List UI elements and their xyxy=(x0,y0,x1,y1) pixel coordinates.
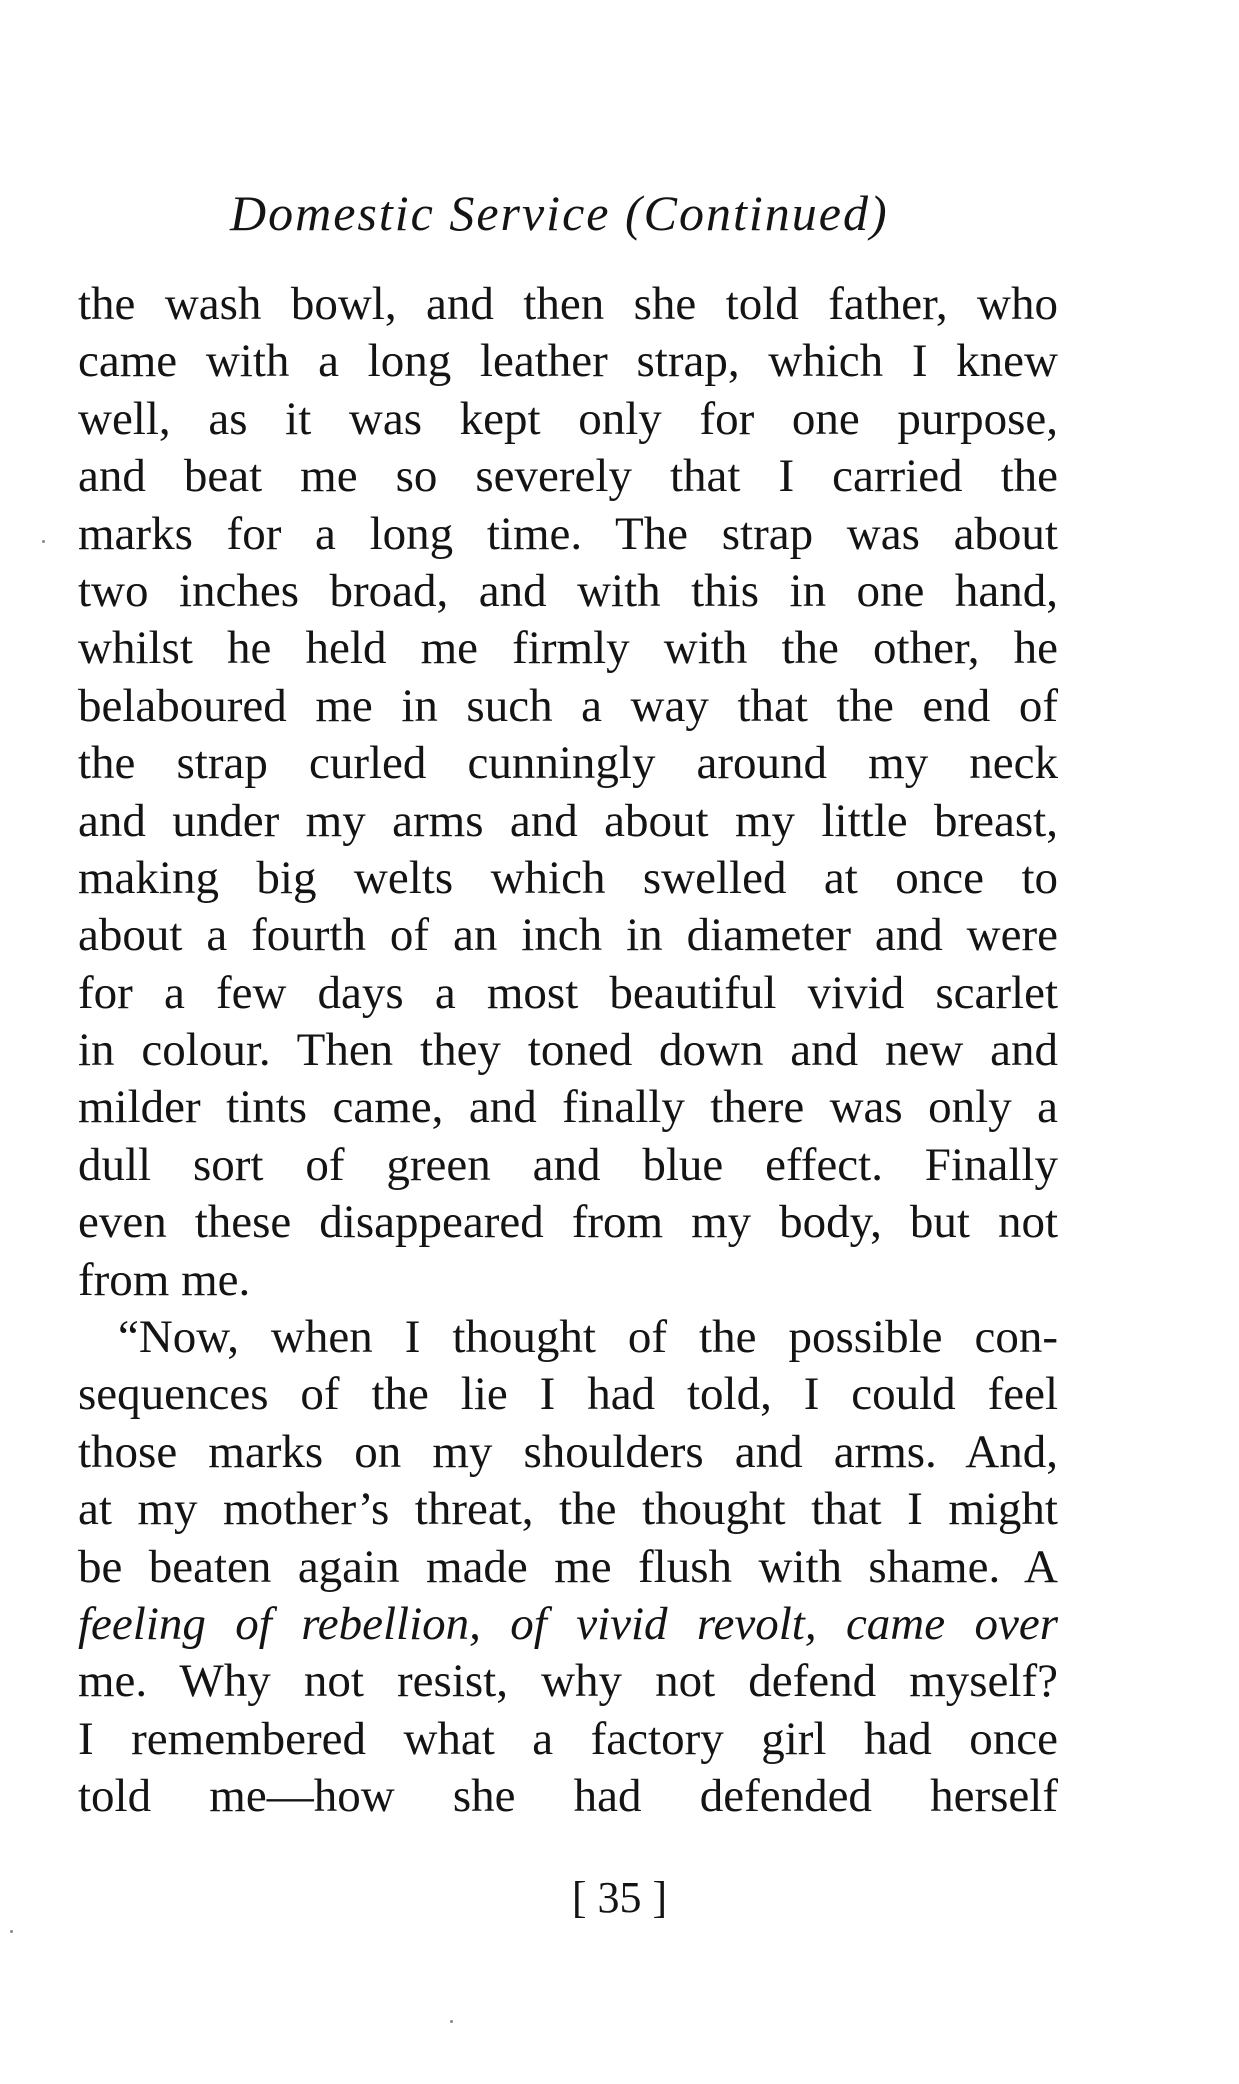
text-line: me. Why not resist, why not defend myself? xyxy=(78,1655,1058,1708)
text-line: be beaten again made me flush with shame. A xyxy=(78,1540,1058,1593)
text-line: came with a long leather strap, which I knew xyxy=(78,335,1058,388)
page-number: [ 35 ] xyxy=(571,1873,668,1922)
text-line: told me—how she had defended herself xyxy=(78,1770,1058,1823)
text-line: marks for a long time. The strap was about xyxy=(78,507,1058,560)
text-line-paragraph-start: “Now, when I thought of the possible con- xyxy=(118,1311,1058,1364)
text-line: milder tints came, and finally there was only a xyxy=(78,1081,1058,1134)
text-line: feeling of rebellion, of vivid revolt, came over xyxy=(78,1597,1058,1650)
text-line: well, as it was kept only for one purpose, xyxy=(78,392,1058,445)
text-line: those marks on my shoulders and arms. And, xyxy=(78,1425,1058,1478)
text-line: dull sort of green and blue effect. Finally xyxy=(78,1138,1058,1191)
running-head: Domestic Service (Continued) xyxy=(230,185,889,241)
text-line: the wash bowl, and then she told father, who xyxy=(78,278,1058,330)
text-line: and beat me so severely that I carried the xyxy=(78,450,1058,503)
text-line: making big welts which swelled at once to xyxy=(78,851,1058,904)
text-line: whilst he held me firmly with the other, he xyxy=(78,622,1058,675)
text-line: two inches broad, and with this in one hand, xyxy=(78,564,1058,617)
text-line-paragraph-end: from me. xyxy=(78,1253,251,1306)
text-line: in colour. Then they toned down and new and xyxy=(78,1024,1058,1077)
text-line: belaboured me in such a way that the end of xyxy=(78,679,1058,732)
body-text xyxy=(78,276,1058,1826)
text-line: about a fourth of an inch in diameter and were xyxy=(78,909,1058,962)
text-line: and under my arms and about my little breast, xyxy=(78,794,1058,847)
scan-speck xyxy=(42,540,45,543)
text-line: even these disappeared from my body, but not xyxy=(78,1196,1058,1249)
text-line: sequences of the lie I had told, I could feel xyxy=(78,1368,1058,1421)
text-line: I remembered what a factory girl had once xyxy=(78,1712,1058,1765)
text-line: for a few days a most beautiful vivid scarlet xyxy=(78,966,1058,1019)
scan-speck xyxy=(450,2020,453,2023)
text-line: at my mother’s threat, the thought that I might xyxy=(78,1483,1058,1536)
scan-speck xyxy=(10,1930,13,1933)
text-line: the strap curled cunningly around my neck xyxy=(78,737,1058,790)
